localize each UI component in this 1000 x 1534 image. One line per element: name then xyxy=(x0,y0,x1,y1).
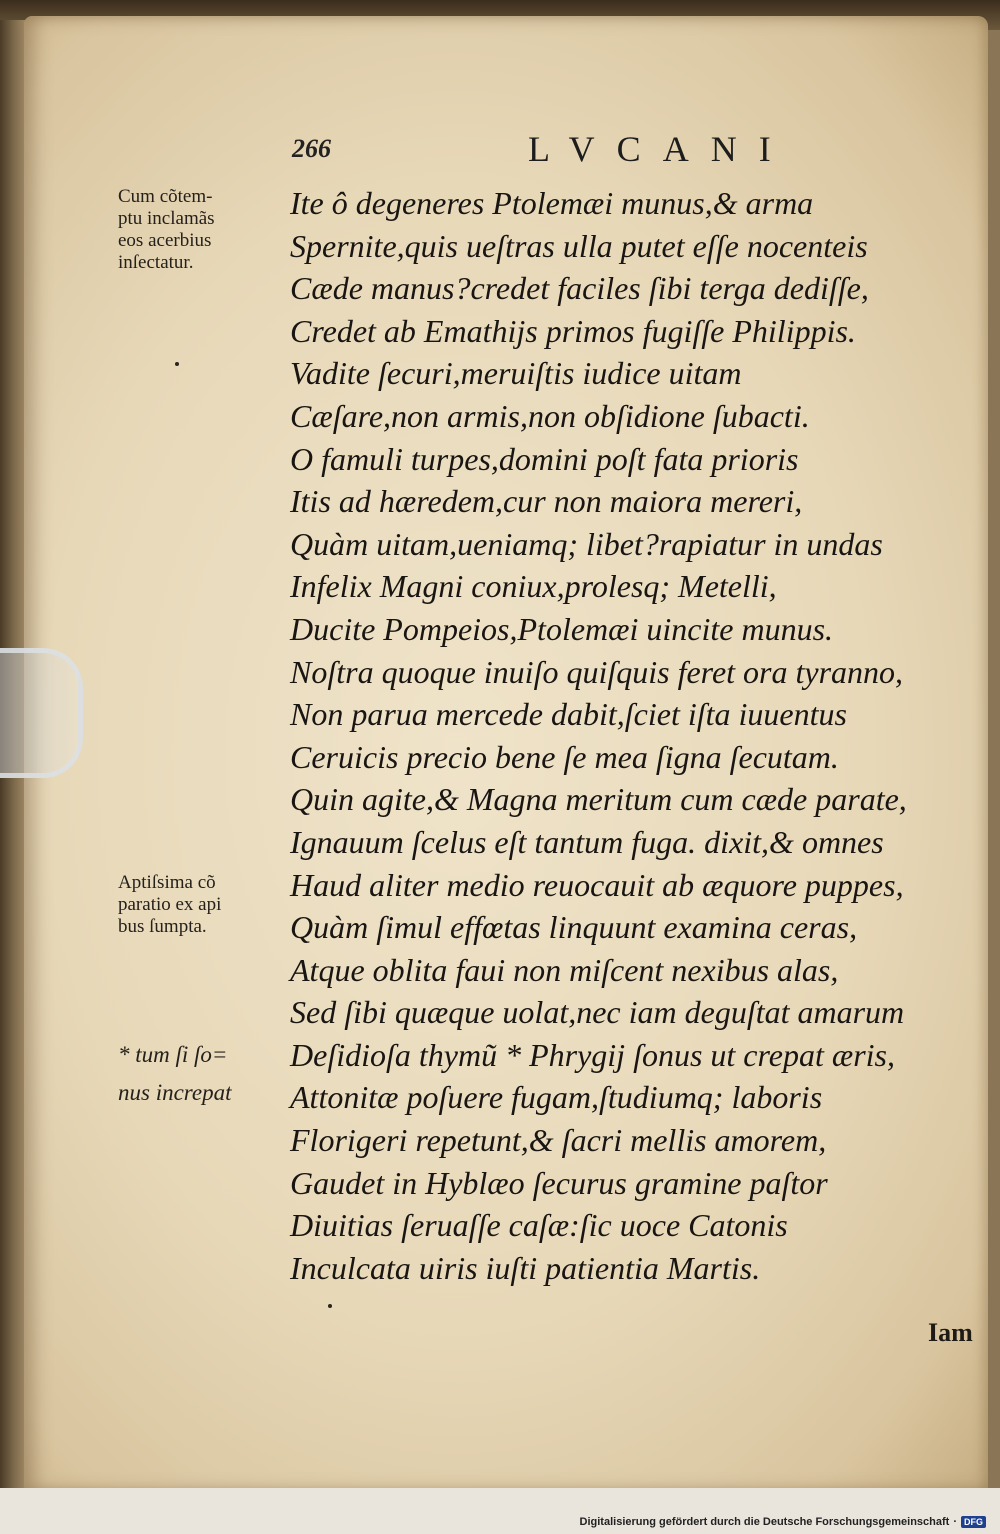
verse-line: Non parua mercede dabit,ſciet iſta iuuentus xyxy=(290,696,847,733)
verse-line: Diuitias ſeruaſſe caſæ:ſic uoce Catonis xyxy=(290,1207,788,1244)
verse-line: Cæde manus?credet faciles ſibi terga dediſſe, xyxy=(290,270,869,307)
verse-line: Attonitæ poſuere fugam,ſtudiumq; laboris xyxy=(290,1079,823,1116)
gloss-line: ptu inclamãs xyxy=(118,208,215,229)
verse-line: Florigeri repetunt,& ſacri mellis amorem, xyxy=(290,1122,827,1159)
gloss-line: inſectatur. xyxy=(118,252,194,273)
verse-line: Inculcata uiris iuſti patientia Martis. xyxy=(290,1249,761,1286)
verse-line: O famuli turpes,domini poſt fata prioris xyxy=(290,440,799,477)
marginal-gloss xyxy=(118,872,294,938)
gloss-line: eos acerbius xyxy=(118,230,212,251)
scan-footer xyxy=(580,1516,986,1528)
gloss-line: Aptiſsima cõ xyxy=(118,872,216,893)
page-clip xyxy=(0,648,83,778)
verse-line: Quàm ſimul effœtas linquunt examina ceras, xyxy=(290,909,858,946)
marginal-gloss xyxy=(118,1036,294,1112)
verse-line: Ducite Pompeios,Ptolemæi uincite munus. xyxy=(290,610,834,647)
gloss-line: Cum cõtem- xyxy=(118,186,213,207)
verse-line: Vadite ſecuri,meruiſtis iudice uitam xyxy=(290,355,742,392)
verse-line: Noſtra quoque inuiſo quiſquis feret ora tyranno, xyxy=(290,653,904,690)
catchword: Iam xyxy=(928,1318,973,1347)
gloss-line: bus ſumpta. xyxy=(118,916,207,937)
verse-line: Atque oblita faui non miſcent nexibus alas, xyxy=(290,951,839,988)
verse-line: Infelix Magni coniux,prolesq; Metelli, xyxy=(290,568,777,605)
gloss-line: * tum ſi ſo= xyxy=(118,1042,228,1067)
verse-line: Haud aliter medio reuocauit ab æquore puppes, xyxy=(290,866,904,903)
gloss-line: nus increpat xyxy=(118,1080,232,1105)
footer-credit: Digitalisierung gefördert durch die Deutsche Forschungsgemeinschaft xyxy=(579,1516,950,1528)
verse-text xyxy=(290,182,940,1289)
verse-line: Credet ab Emathijs primos fugiſſe Philippis. xyxy=(290,312,856,349)
verse-line: Ceruicis precio bene ſe mea ſigna ſecutam. xyxy=(290,738,839,775)
verse-line: Quin agite,& Magna meritum cum cæde parate, xyxy=(290,781,907,818)
running-title: LVCANI xyxy=(528,129,793,169)
ink-speck xyxy=(175,362,179,366)
verse-line: Gaudet in Hyblæo ſecurus gramine paſtor xyxy=(290,1164,828,1201)
dfg-logo: DFG xyxy=(961,1516,986,1528)
verse-line: Ignauum ſcelus eſt tantum fuga. dixit,& omnes xyxy=(290,823,884,860)
marginal-gloss xyxy=(118,186,294,274)
running-head xyxy=(0,128,1000,178)
page-number: 266 xyxy=(292,134,331,163)
verse-line: Quàm uitam,ueniamq; libet?rapiatur in undas xyxy=(290,525,883,562)
verse-line: Ite ô degeneres Ptolemæi munus,& arma xyxy=(290,185,814,221)
verse-line: Deſidioſa thymũ * Phrygij ſonus ut crepat æris, xyxy=(290,1036,895,1073)
verse-line: Itis ad hæredem,cur non maiora mereri, xyxy=(290,483,803,520)
footer-separator: · xyxy=(953,1516,957,1528)
verse-line: Cæſare,non armis,non obſidione ſubacti. xyxy=(290,397,810,434)
verse-line: Spernite,quis ueſtras ulla putet eſſe nocenteis xyxy=(290,227,868,264)
verse-line: Sed ſibi quæque uolat,nec iam deguſtat amarum xyxy=(290,994,905,1031)
ink-speck xyxy=(328,1304,332,1308)
gloss-line: paratio ex api xyxy=(118,894,222,915)
